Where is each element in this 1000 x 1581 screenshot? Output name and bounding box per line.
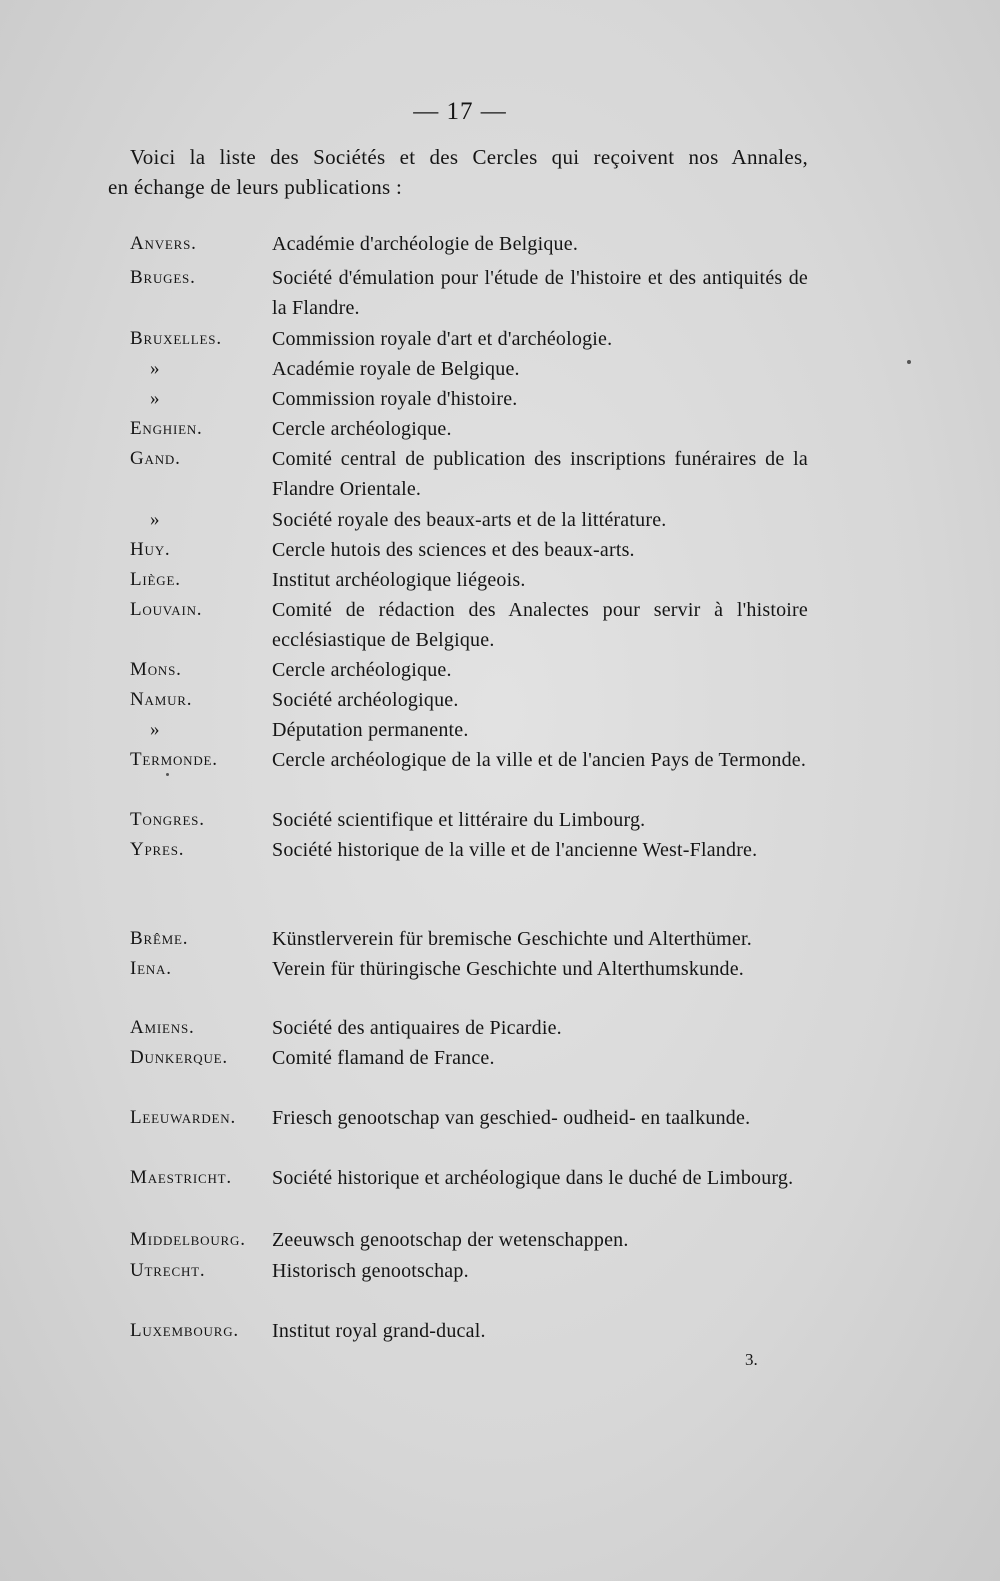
city-name: Namur. <box>130 689 193 710</box>
intro-paragraph <box>108 142 808 202</box>
city-name: Leeuwarden. <box>130 1107 237 1128</box>
paper-speck <box>166 773 169 776</box>
city-name: Tongres. <box>130 809 205 830</box>
society-name: Comité flamand de France. <box>272 1047 495 1069</box>
city-name: Mons. <box>130 659 182 680</box>
society-name: Künstlerverein für bremische Geschichte und Alterthümer. <box>272 928 752 950</box>
society-name: Société archéologique. <box>272 689 459 711</box>
society-name: Institut royal grand-ducal. <box>272 1320 486 1342</box>
society-name: Historisch genootschap. <box>272 1260 469 1282</box>
society-name: Commission royale d'art et d'archéologie. <box>272 328 613 350</box>
society-name: Cercle archéologique de la ville et de l'ancien Pays de Termonde. <box>272 749 807 771</box>
society-name: Friesch genootschap van geschied- oudheid- en taalkunde. <box>272 1107 751 1129</box>
society-name: Cercle archéologique. <box>272 418 452 440</box>
intro-line-2: en échange de leurs publications : <box>108 175 403 199</box>
society-name: Zeeuwsch genootschap der wetenschappen. <box>272 1229 629 1251</box>
city-name: Maestricht. <box>130 1167 232 1188</box>
paper-speck <box>907 360 911 364</box>
society-name: Commission royale d'histoire. <box>272 388 518 410</box>
intro-line-1: Voici la liste des Sociétés et des Cercles qui reçoivent nos Annales, <box>130 145 808 169</box>
city-name: Anvers. <box>130 233 197 254</box>
page-number: — 17 — <box>413 98 507 125</box>
city-name: Bruges. <box>130 267 196 288</box>
ditto-mark: » <box>150 509 161 530</box>
society-name: Société royale des beaux-arts et de la littérature. <box>272 509 667 531</box>
city-name: Iena. <box>130 958 172 979</box>
society-name: Comité de rédaction des Analectes pour servir à l'histoire ecclésiastique de Belgique. <box>272 599 808 651</box>
city-name: Termonde. <box>130 749 218 770</box>
city-name: Liège. <box>130 569 181 590</box>
society-name: Société historique et archéologique dans le duché de Limbourg. <box>272 1167 794 1189</box>
society-name: Académie d'archéologie de Belgique. <box>272 233 579 255</box>
society-name: Cercle archéologique. <box>272 659 452 681</box>
society-name: Verein für thüringische Geschichte und Alterthumskunde. <box>272 958 744 980</box>
city-name: Ypres. <box>130 839 185 860</box>
city-name: Huy. <box>130 539 171 560</box>
society-name: Comité central de publication des inscriptions funéraires de la Flandre Orientale. <box>272 448 808 500</box>
city-name: Enghien. <box>130 418 203 439</box>
society-name: Société des antiquaires de Picardie. <box>272 1017 562 1039</box>
signature-mark: 3. <box>745 1350 758 1369</box>
city-name: Luxembourg. <box>130 1320 239 1341</box>
city-name: Dunkerque. <box>130 1047 228 1068</box>
city-name: Bruxelles. <box>130 328 222 349</box>
society-name: Cercle hutois des sciences et des beaux-arts. <box>272 539 635 561</box>
ditto-mark: » <box>150 358 161 379</box>
city-name: Amiens. <box>130 1017 195 1038</box>
ditto-mark: » <box>150 719 161 740</box>
society-name: Députation permanente. <box>272 719 469 741</box>
city-name: Louvain. <box>130 599 203 620</box>
city-name: Middelbourg. <box>130 1229 246 1250</box>
ditto-mark: » <box>150 388 161 409</box>
city-name: Utrecht. <box>130 1260 206 1281</box>
society-name: Institut archéologique liégeois. <box>272 569 526 591</box>
society-name: Société scientifique et littéraire du Limbourg. <box>272 809 646 831</box>
society-name: Académie royale de Belgique. <box>272 358 520 380</box>
city-name: Brême. <box>130 928 189 949</box>
city-name: Gand. <box>130 448 181 469</box>
society-name: Société historique de la ville et de l'ancienne West-Flandre. <box>272 839 758 861</box>
society-name: Société d'émulation pour l'étude de l'histoire et des antiquités de la Flandre. <box>272 267 808 319</box>
